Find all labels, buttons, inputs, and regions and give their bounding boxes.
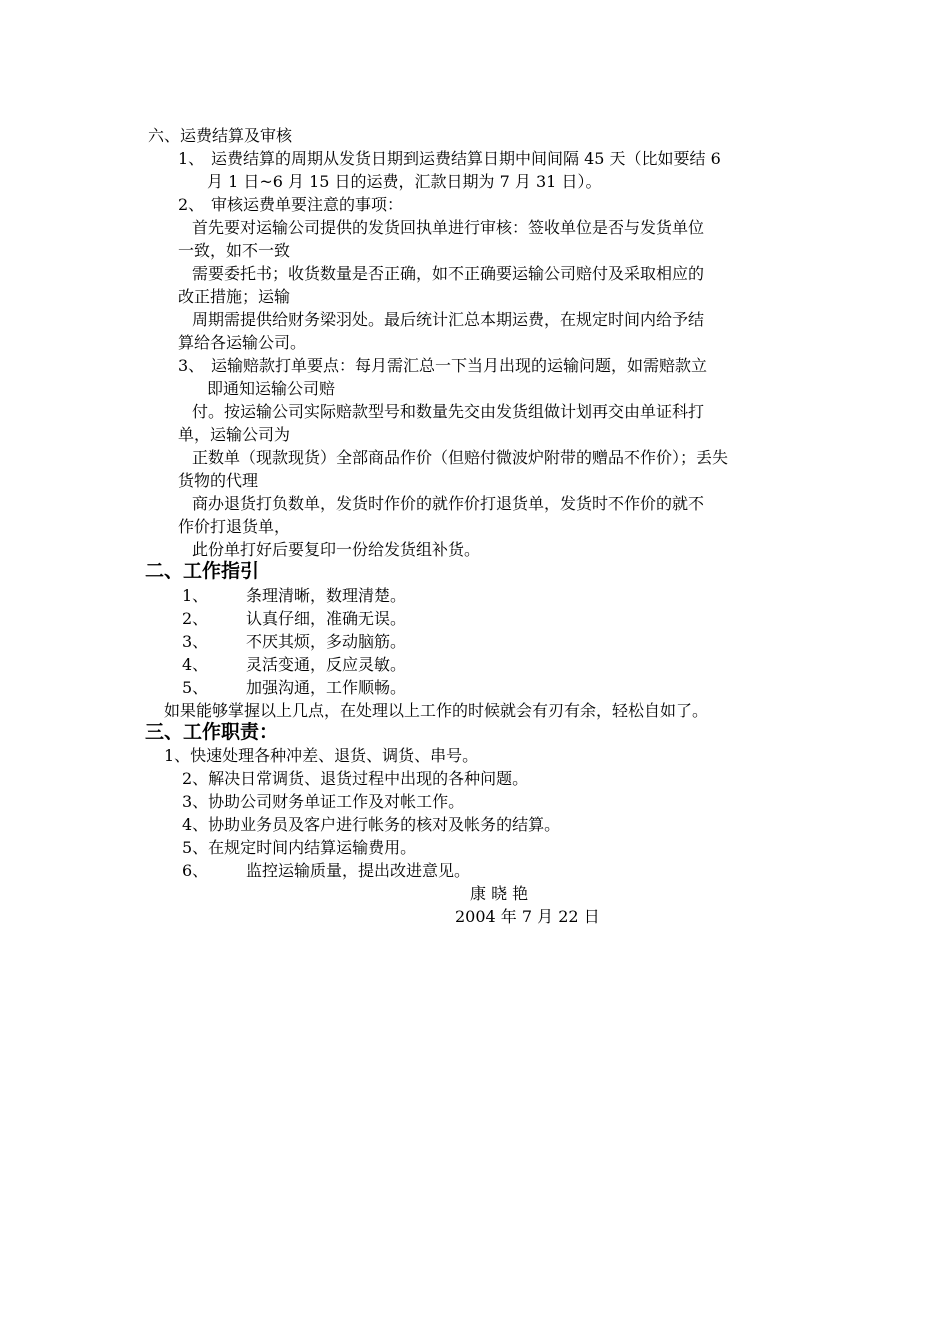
s2-item5-text: 加强沟通，工作顺畅。 <box>246 678 407 697</box>
s6-item3-p1b: 单，运输公司为 <box>178 425 291 444</box>
s2-item1-text: 条理清晰，数理清楚。 <box>246 586 407 605</box>
signature-date: 2004 年 7 月 22 日 <box>455 907 600 926</box>
s6-item1-number: 1、 <box>178 149 205 168</box>
s6-item3-p2b: 货物的代理 <box>178 471 259 490</box>
s3-item4: 4、协助业务员及客户进行帐务的核对及帐务的结算。 <box>182 815 561 834</box>
s6-item2-p2a: 需要委托书；收货数量是否正确，如不正确要运输公司赔付及采取相应的 <box>192 264 705 283</box>
s6-item1-line1: 运费结算的周期从发货日期到运费结算日期中间间隔 45 天（比如要结 6 <box>211 149 721 168</box>
s6-item3-line2: 即通知运输公司赔 <box>207 379 336 398</box>
s6-item3-p3a: 商办退货打负数单，发货时作价的就作价打退货单，发货时不作价的就不 <box>192 494 705 513</box>
s6-item2-p3a: 周期需提供给财务梁羽处。最后统计汇总本期运费，在规定时间内给予结 <box>192 310 705 329</box>
s6-item3-number: 3、 <box>178 356 205 375</box>
s2-item2-number: 2、 <box>182 609 209 628</box>
signature-name: 康 晓 艳 <box>470 884 529 903</box>
s2-item1-number: 1、 <box>182 586 209 605</box>
s6-item2-p1a: 首先要对运输公司提供的发货回执单进行审核：签收单位是否与发货单位 <box>192 218 705 237</box>
s6-item2-p2b: 改正措施；运输 <box>178 287 291 306</box>
s6-item3-p3b: 作价打退货单， <box>178 517 291 536</box>
s3-item6-number: 6、 <box>182 861 209 880</box>
s6-item3-p2a: 正数单（现款现货）全部商品作价（但赔付微波炉附带的赠品不作价）；丢失 <box>192 448 729 467</box>
s2-item4-text: 灵活变通，反应灵敏。 <box>246 655 407 674</box>
s2-item3-number: 3、 <box>182 632 209 651</box>
s6-item2-number: 2、 <box>178 195 205 214</box>
s6-item3-line1: 运输赔款打单要点：每月需汇总一下当月出现的运输问题，如需赔款立 <box>211 356 708 375</box>
s3-item6-text: 监控运输质量，提出改进意见。 <box>246 861 471 880</box>
s3-item5: 5、在规定时间内结算运输费用。 <box>182 838 417 857</box>
s3-item1: 1、快速处理各种冲差、退货、调货、串号。 <box>164 746 479 765</box>
s2-item4-number: 4、 <box>182 655 209 674</box>
section-3-heading: 三、工作职责： <box>145 721 279 743</box>
s6-item3-p1a: 付。按运输公司实际赔款型号和数量先交由发货组做计划再交由单证科打 <box>192 402 705 421</box>
s2-item5-number: 5、 <box>182 678 209 697</box>
s6-item2-label: 审核运费单要注意的事项： <box>211 195 404 214</box>
section-2-heading: 二、工作指引 <box>145 560 260 582</box>
s6-item1-line2: 月 1 日~6 月 15 日的运费，汇款日期为 7 月 31 日）。 <box>207 172 602 191</box>
s6-item3-p4: 此份单打好后要复印一份给发货组补货。 <box>192 540 481 559</box>
s6-item2-p3b: 算给各运输公司。 <box>178 333 307 352</box>
s3-item3: 3、协助公司财务单证工作及对帐工作。 <box>182 792 465 811</box>
s2-summary: 如果能够掌握以上几点，在处理以上工作的时候就会有刃有余，轻松自如了。 <box>164 701 709 720</box>
s2-item2-text: 认真仔细，准确无误。 <box>246 609 407 628</box>
section-6-heading: 六、运费结算及审核 <box>148 126 293 145</box>
s2-item3-text: 不厌其烦，多动脑筋。 <box>246 632 407 651</box>
s6-item2-p1b: 一致，如不一致 <box>178 241 291 260</box>
s3-item2: 2、解决日常调货、退货过程中出现的各种问题。 <box>182 769 529 788</box>
